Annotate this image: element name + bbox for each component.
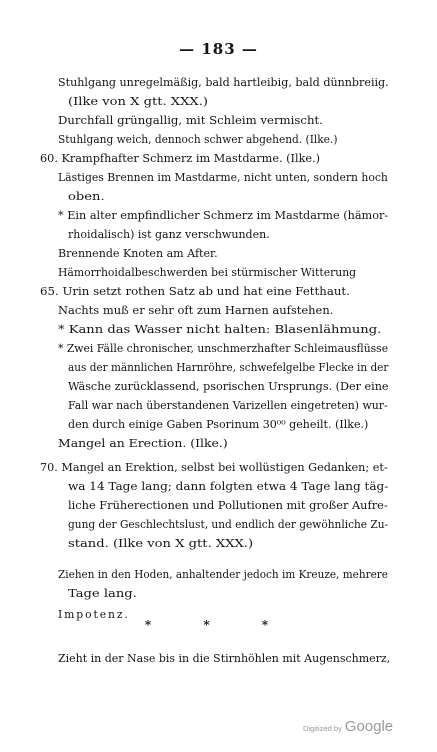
text-line: (Ilke von X gtt. XXX.) [68, 94, 208, 108]
text-line: Stuhlgang weich, dennoch schwer abgehend. (Ilke.) [58, 132, 338, 146]
text-line: Stuhlgang unregelmäßig, bald hartleibig, bald dünnbreiig. [58, 75, 389, 89]
text-line: 65. Urin setzt rothen Satz ab und hat eine Fetthaut. [40, 284, 350, 298]
watermark-prefix: Digitized by [303, 724, 342, 733]
page-header: — 183 — [179, 40, 258, 58]
text-line: wa 14 Tage lang; dann folgten etwa 4 Tage lang täg- [68, 479, 389, 493]
text-line: rhoidalisch) ist ganz verschwunden. [68, 227, 270, 241]
text-line: Brennende Knoten am After. [58, 246, 218, 260]
text-line: aus der männlichen Harnröhre, schwefelgelbe Flecke in der [68, 360, 389, 374]
text-line: Hämorrhoidalbeschwerden bei stürmischer Witterung [58, 265, 357, 279]
text-line: Impotenz. [58, 607, 130, 621]
text-line: Mangel an Erection. (Ilke.) [58, 436, 228, 450]
text-line: Wäsche zurücklassend, psorischen Ursprungs. (Der eine [68, 379, 389, 393]
text-line: gung der Geschlechtslust, und endlich der gewöhnliche Zu- [68, 517, 389, 531]
text-line: den durch einige Gaben Psorinum 30⁰⁰ geheilt. (Ilke.) [68, 417, 369, 431]
text-line: Fall war nach überstandenen Varizellen eingetreten) wur- [68, 398, 388, 412]
text-line: Ziehen in den Hoden, anhaltender jedoch im Kreuze, mehrere [58, 567, 388, 581]
text-line: * Ein alter empfindlicher Schmerz im Mastdarme (hämor- [58, 208, 389, 222]
text-line: * Zwei Fälle chronischer, unschmerzhafter Schleimausflüsse [58, 341, 389, 355]
text-line: Zieht in der Nase bis in die Stirnhöhlen mit Augenschmerz, [58, 651, 391, 665]
text-line: 70. Mangel an Erektion, selbst bei wollüstigen Gedanken; et- [40, 460, 388, 474]
watermark-brand: Google [344, 718, 394, 735]
text-line: stand. (Ilke von X gtt. XXX.) [68, 536, 254, 550]
text-line: Tage lang. [68, 586, 137, 600]
text-line: Lästiges Brennen im Mastdarme, nicht unten, sondern hoch [58, 170, 388, 184]
digitized-watermark [303, 718, 393, 736]
section-separator: * * * [144, 618, 293, 632]
text-line: Durchfall grüngallig, mit Schleim vermischt. [58, 113, 323, 127]
text-line: liche Früherectionen und Pollutionen mit großer Aufre- [68, 498, 388, 512]
text-line: * Kann das Wasser nicht halten: Blasenlähmung. [58, 322, 382, 336]
text-line: Nachts muß er sehr oft zum Harnen aufstehen. [58, 303, 334, 317]
text-line: oben. [68, 189, 105, 203]
text-line: 60. Krampfhafter Schmerz im Mastdarme. (Ilke.) [40, 151, 321, 165]
